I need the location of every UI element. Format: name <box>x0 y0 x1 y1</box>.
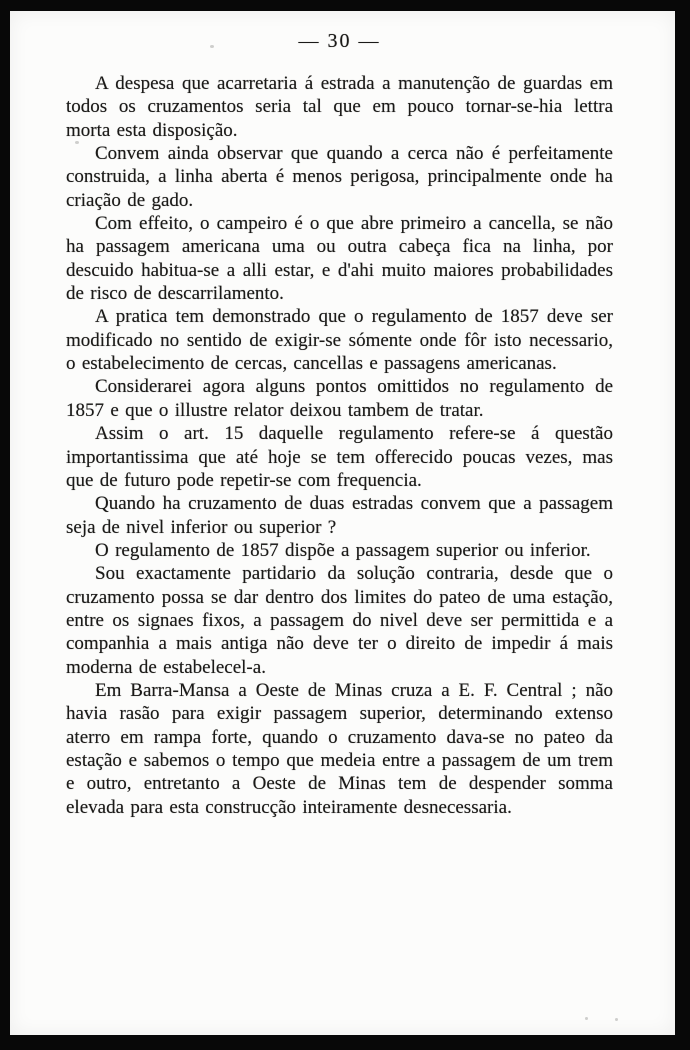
scan-speck <box>585 1017 588 1020</box>
paragraph: A pratica tem demonstrado que o regulamento de 1857 deve ser modificado no sentido de exigir-se sómente onde fôr isto necessario, o estabelecimento de cercas, cancellas e passagens americanas. <box>66 306 613 375</box>
paragraph: O regulamento de 1857 dispõe a passagem superior ou inferior. <box>95 539 591 561</box>
page-number-header: — 30 — <box>298 30 381 52</box>
paragraph: Sou exactamente partidario da solução contraria, desde que o cruzamento possa se dar dentro dos limites do pateo de uma estação, entre os signaes fixos, a passagem do nivel deve ser permittida e a companhia a mais antiga não deve ter o direito de impedir á mais moderna de estabelecel-a. <box>66 563 613 678</box>
paragraph: Convem ainda observar que quando a cerca não é perfeitamente construida, a linha aberta é menos perigosa, principalmente onde ha criação de gado. <box>66 143 613 211</box>
paragraph: A despesa que acarretaria á estrada a manutenção de guardas em todos os cruzamentos seria tal que em pouco tornar-se-hia lettra morta esta disposição. <box>66 73 613 141</box>
paragraph: Considerarei agora alguns pontos omittidos no regulamento de 1857 e que o illustre relator deixou tambem de tratar. <box>66 376 613 421</box>
text-block <box>66 72 613 819</box>
book-page <box>10 11 675 1035</box>
scan-speck <box>210 45 214 48</box>
paragraph: Com effeito, o campeiro é o que abre primeiro a cancella, se não ha passagem americana uma ou outra cabeça fica na linha, por descuido habitua-se a alli estar, e d'ahi muito maiores probabilidades de risco de descarrilamento. <box>66 213 613 305</box>
scan-speck <box>615 1018 618 1021</box>
paragraph: Em Barra-Mansa a Oeste de Minas cruza a E. F. Central ; não havia rasão para exigir passagem superior, determinando extenso aterro em rampa forte, quando o cruzamento dava-se no pateo da estação e sabemos o tempo que medeia entre a passagem de um trem e outro, entretanto a Oeste de Minas tem de despender somma elevada para esta construcção inteiramente desnecessaria. <box>66 679 613 818</box>
paragraph: Quando ha cruzamento de duas estradas convem que a passagem seja de nivel inferior ou superior ? <box>66 493 613 538</box>
scan-speck <box>75 141 79 144</box>
paragraph: Assim o art. 15 daquelle regulamento refere-se á questão importantissima que até hoje se tem offerecido poucas vezes, mas que de futuro pode repetir-se com frequencia. <box>66 423 613 491</box>
